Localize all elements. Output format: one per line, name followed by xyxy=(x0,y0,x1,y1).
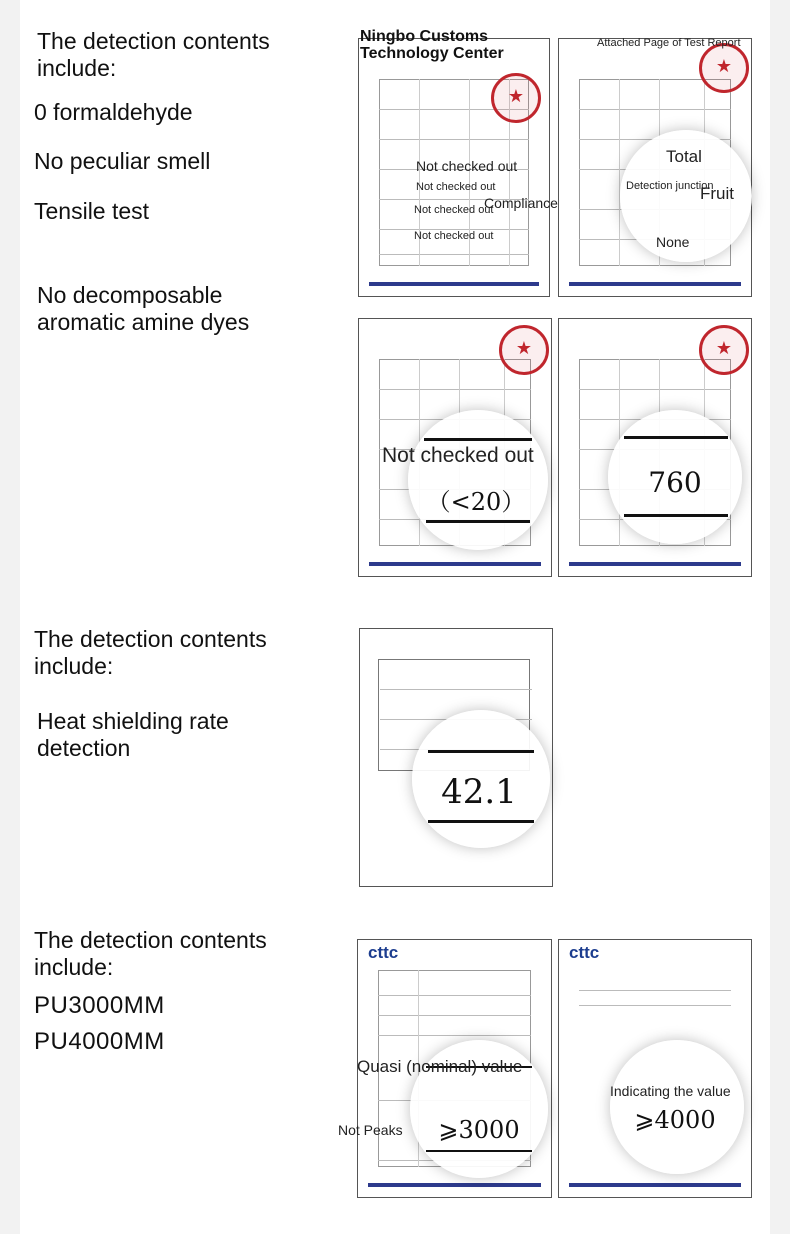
label-none: None xyxy=(656,234,690,250)
label-not-checked-out: Not checked out xyxy=(382,444,534,467)
value-lt-20: （<20） xyxy=(426,488,526,516)
value-ge-3000: ⩾3000 xyxy=(438,1116,520,1144)
label-quasi-nominal: Quasi (nominal) value xyxy=(357,1057,523,1076)
label-not-peaks: Not Peaks xyxy=(338,1122,403,1138)
attached-page-title: Attached Page of Test Report xyxy=(597,37,741,49)
section3-heading: The detection contents include: xyxy=(34,927,267,980)
item-tensile-test: Tensile test xyxy=(34,198,150,224)
label-not-checked-3: Not checked out xyxy=(414,204,494,216)
page-panel xyxy=(20,0,770,1234)
star-icon: ★ xyxy=(715,338,733,358)
value-760: 760 xyxy=(648,466,702,499)
label-not-checked-1: Not checked out xyxy=(416,158,518,174)
item-peculiar-smell: No peculiar smell xyxy=(34,148,211,174)
star-icon: ★ xyxy=(715,56,733,76)
value-42-1: 42.1 xyxy=(441,772,517,812)
label-detection-junction: Detection junction xyxy=(626,180,714,192)
cttc-logo: cttc xyxy=(569,943,600,962)
item-pu3000mm: PU3000MM xyxy=(34,992,165,1019)
magnifier-lens xyxy=(408,410,548,550)
item-formaldehyde: 0 formaldehyde xyxy=(34,99,193,125)
seal-stamp-icon xyxy=(699,325,749,375)
value-ge-4000: ⩾4000 xyxy=(634,1106,716,1134)
seal-stamp-icon xyxy=(699,43,749,93)
star-icon: ★ xyxy=(507,86,525,106)
cttc-logo: cttc xyxy=(368,943,399,962)
label-indicating-value: Indicating the value xyxy=(610,1083,731,1099)
label-total: Total xyxy=(666,147,702,166)
label-compliance: Compliance xyxy=(484,195,558,211)
label-fruit: Fruit xyxy=(700,184,734,203)
seal-stamp-icon xyxy=(499,325,549,375)
item-pu4000mm: PU4000MM xyxy=(34,1028,165,1055)
ningbo-customs-logo: Ningbo Customs Technology Center xyxy=(360,28,504,62)
seal-stamp-icon xyxy=(491,73,541,123)
item-amine-dyes: No decomposable aromatic amine dyes xyxy=(37,282,250,335)
star-icon: ★ xyxy=(515,338,533,358)
label-not-checked-4: Not checked out xyxy=(414,230,494,242)
item-heat-shielding: Heat shielding rate detection xyxy=(37,708,229,761)
label-not-checked-2: Not checked out xyxy=(416,181,496,193)
section1-heading: The detection contents include: xyxy=(37,28,270,81)
section2-heading: The detection contents include: xyxy=(34,626,267,679)
